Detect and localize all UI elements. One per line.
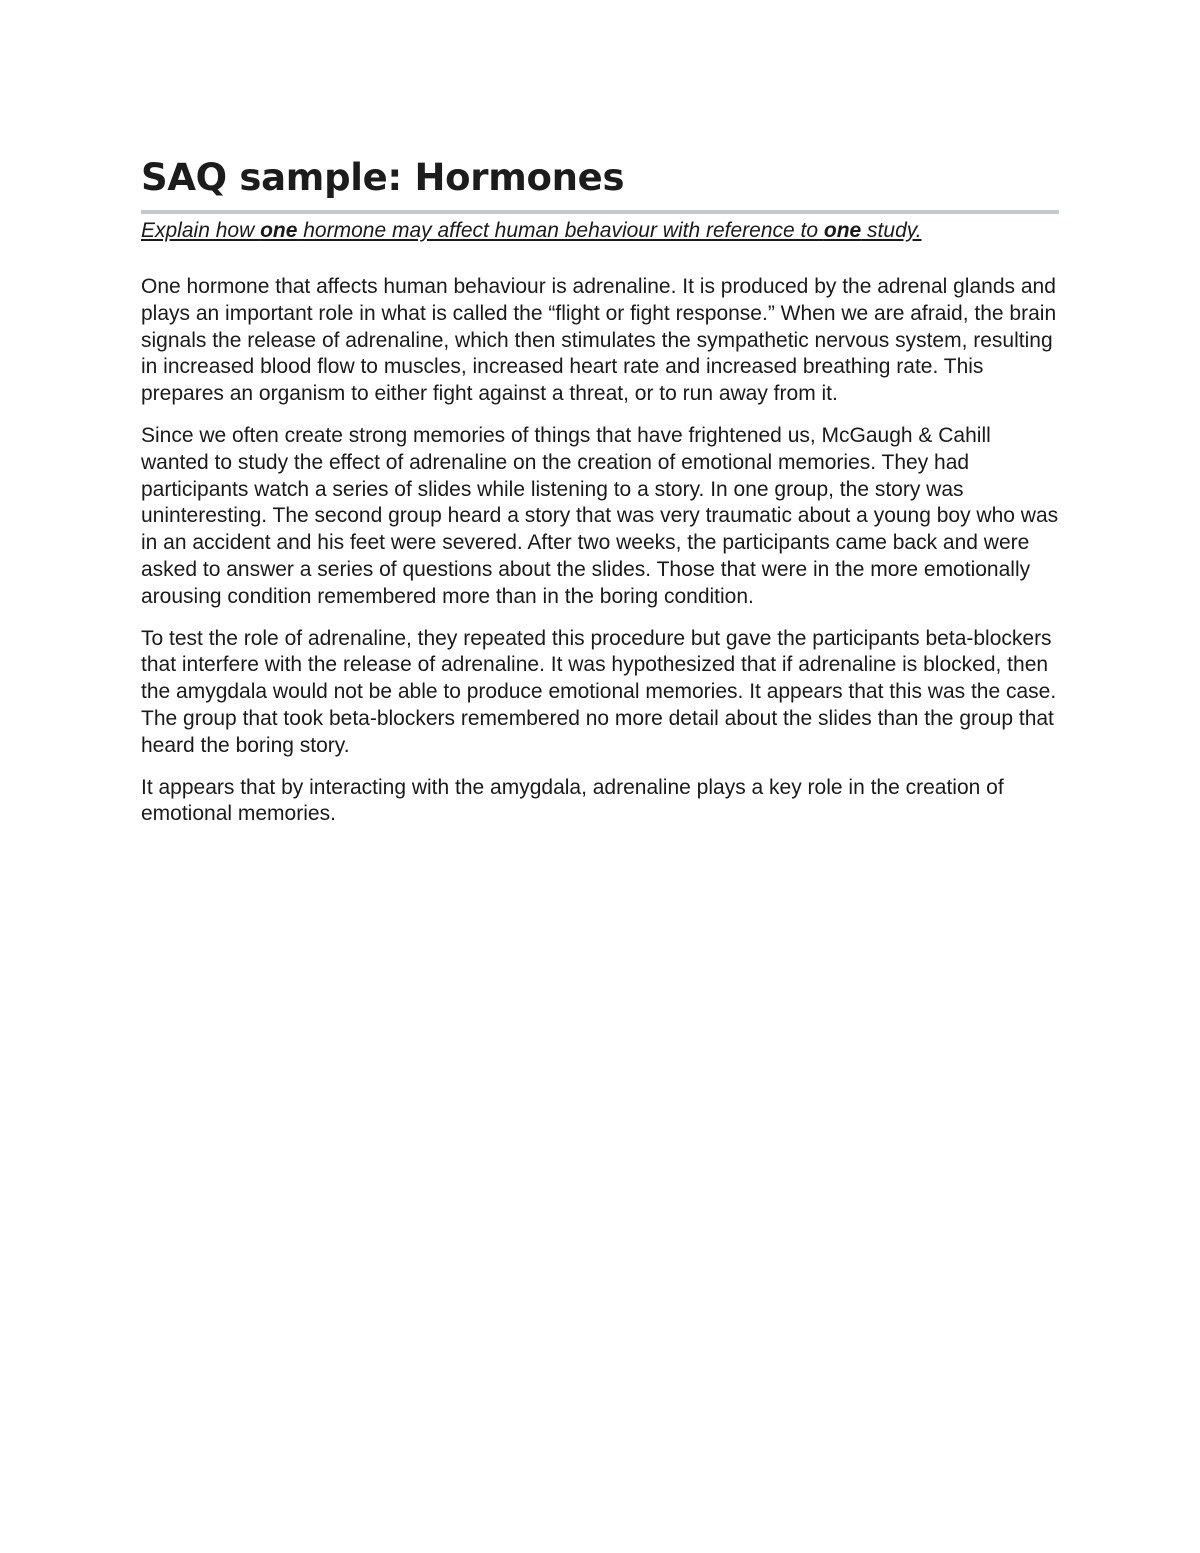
title-divider — [141, 210, 1059, 214]
paragraph-1: One hormone that affects human behaviour is adrenaline. It is produced by the adrenal glands and plays an important role in what is called the “flight or fight response.” When we are afraid, the brain signals the release of adrenaline, which then stimulates the sympathetic nervous system, resulting in increased blood flow to muscles, increased heart rate and increased breathing rate. This prepares an organism to either fight against a threat, or to run away from it. — [141, 275, 1057, 406]
prompt-text-2: hormone may affect human behaviour with reference to — [297, 219, 824, 242]
prompt-emphasis-1: one — [260, 219, 298, 242]
question-prompt — [141, 218, 1059, 244]
paragraph-3: To test the role of adrenaline, they repeated this procedure but gave the participants beta-blockers that interfere with the release of adrenaline. It was hypothesized that if adrenaline is blocked, then the amygdala would not be able to produce emotional memories. It appears that this was the case. The group that took beta-blockers remembered no more detail about the slides than the group that heard the boring story. — [141, 626, 1057, 757]
paragraph-4: It appears that by interacting with the amygdala, adrenaline plays a key role in the creation of emotional memories. — [141, 775, 1004, 826]
paragraph-2: Since we often create strong memories of things that have frightened us, McGaugh & Cahill wanted to study the effect of adrenaline on the creation of emotional memories. They had participants watch a series of slides while listening to a story. In one group, the story was uninteresting. The second group heard a story that was very traumatic about a young boy who was in an accident and his feet were severed. After two weeks, the participants came back and were asked to answer a series of questions about the slides. Those that were in the more emotionally arousing condition remembered more than in the boring condition. — [141, 423, 1059, 608]
prompt-text-3: study. — [861, 219, 922, 242]
prompt-emphasis-2: one — [823, 219, 862, 242]
prompt-text-1: Explain how — [141, 219, 261, 242]
document-title: SAQ sample: Hormones — [141, 156, 625, 199]
document-page — [141, 150, 1059, 828]
